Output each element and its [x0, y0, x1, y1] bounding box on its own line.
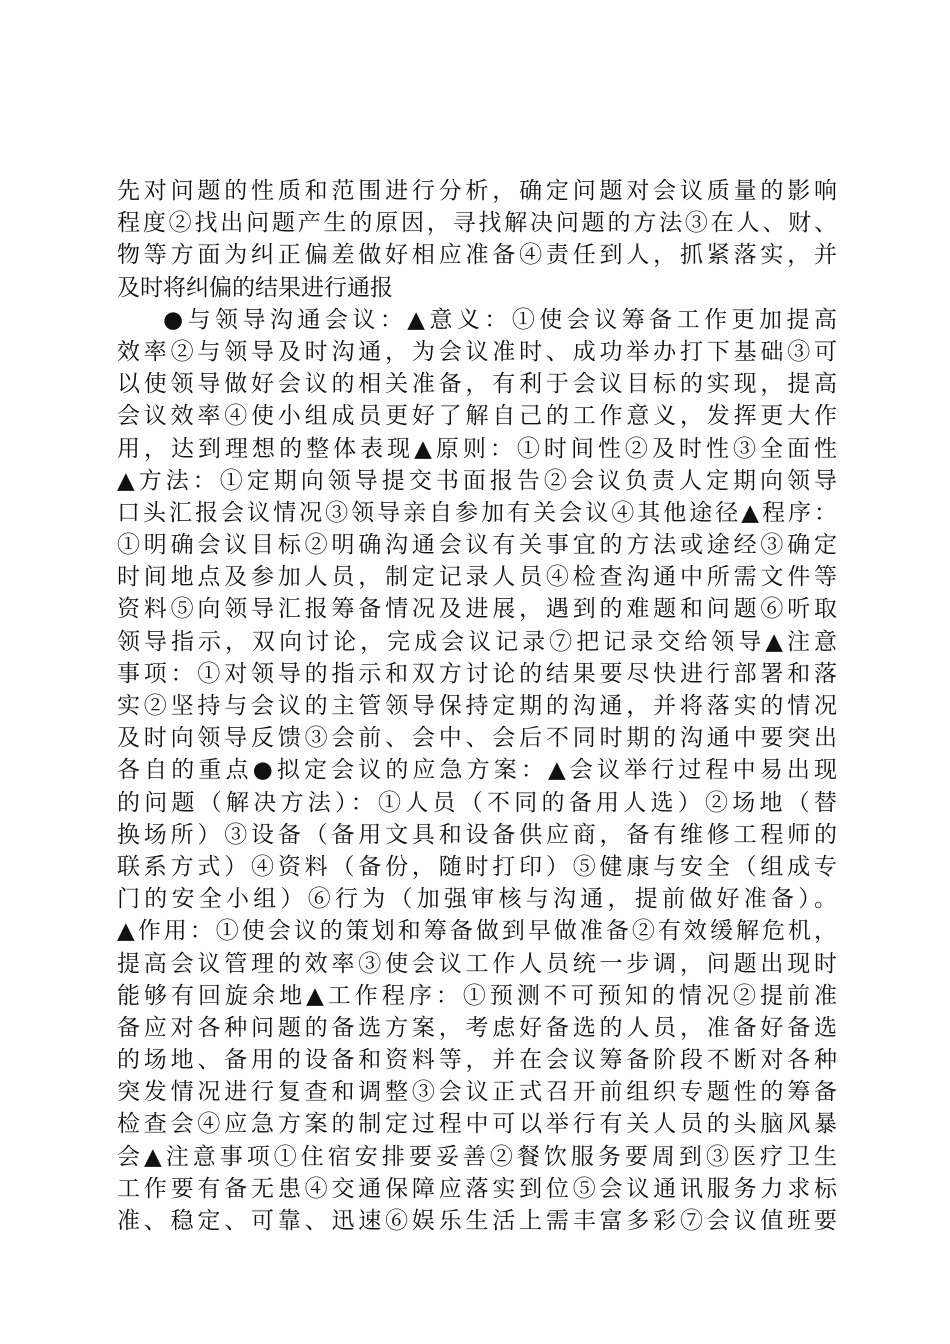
- text-line: 准、稳定、可靠、迅速⑥娱乐生活上需丰富多彩⑦会议值班要: [117, 1208, 837, 1234]
- text-line: 各自的重点●拟定会议的应急方案：▲会议举行过程中易出现: [117, 757, 837, 784]
- text-line: ●与领导沟通会议：▲意义：①使会议筹备工作更加提高: [163, 306, 837, 333]
- text-line: 突发情况进行复查和调整③会议正式召开前组织专题性的筹备: [117, 1079, 837, 1106]
- text-line: 用，达到理想的整体表现▲原则：①时间性②及时性③全面性: [117, 435, 837, 462]
- text-line: 领导指示，双向讨论，完成会议记录⑦把记录交给领导▲注意: [117, 628, 837, 655]
- text-line: 提高会议管理的效率③使会议工作人员统一步调，问题出现时: [117, 950, 837, 977]
- text-line: 及时向领导反馈③会前、会中、会后不同时期的沟通中要突出: [117, 725, 837, 752]
- text-line: 会议效率④使小组成员更好了解自己的工作意义，发挥更大作: [117, 403, 837, 430]
- text-line: ▲作用：①使会议的策划和筹备做到早做准备②有效缓解危机，: [117, 918, 837, 945]
- text-line: 会▲注意事项①住宿安排要妥善②餐饮服务要周到③医疗卫生: [117, 1143, 837, 1170]
- text-line: 检查会④应急方案的制定过程中可以举行有关人员的头脑风暴: [117, 1111, 837, 1138]
- text-line: 换场所）③设备（备用文具和设备供应商，备有维修工程师的: [117, 821, 837, 848]
- text-line: 程度②找出问题产生的原因，寻找解决问题的方法③在人、财、: [117, 210, 837, 237]
- text-line: 的场地、备用的设备和资料等，并在会议筹备阶段不断对各种: [117, 1047, 837, 1074]
- text-line: 以使领导做好会议的相关准备，有利于会议目标的实现，提高: [117, 371, 837, 398]
- text-line: 物等方面为纠正偏差做好相应准备④责任到人，抓紧落实，并: [117, 242, 837, 269]
- text-line: 联系方式）④资料（备份，随时打印）⑤健康与安全（组成专: [117, 853, 837, 880]
- text-line: 口头汇报会议情况③领导亲自参加有关会议④其他途径▲程序：: [117, 499, 837, 526]
- text-line: 门的安全小组）⑥行为（加强审核与沟通，提前做好准备）。: [117, 886, 837, 913]
- text-line: 先对问题的性质和范围进行分析，确定问题对会议质量的影响: [117, 178, 837, 204]
- text-line: 能够有回旋余地▲工作程序：①预测不可预知的情况②提前准: [117, 982, 837, 1009]
- text-line: 资料⑤向领导汇报筹备情况及进展，遇到的难题和问题⑥听取: [117, 596, 837, 623]
- text-line: 的问题（解决方法）：①人员（不同的备用人选）②场地（替: [117, 789, 837, 816]
- text-line: 事项：①对领导的指示和双方讨论的结果要尽快进行部署和落: [117, 660, 837, 687]
- text-line: 实②坚持与会议的主管领导保持定期的沟通，并将落实的情况: [117, 693, 837, 719]
- text-line: 备应对各种问题的备选方案，考虑好备选的人员，准备好备选: [117, 1014, 837, 1041]
- text-line: ▲方法：①定期向领导提交书面报告②会议负责人定期向领导: [117, 467, 837, 494]
- text-line: 及时将纠偏的结果进行通报: [117, 274, 393, 301]
- text-line: ①明确会议目标②明确沟通会议有关事宜的方法或途经③确定: [117, 532, 837, 559]
- body-text: [117, 175, 837, 1237]
- text-line: 时间地点及参加人员，制定记录人员④检查沟通中所需文件等: [117, 564, 837, 591]
- text-line: 工作要有备无患④交通保障应落实到位⑤会议通讯服务力求标: [117, 1175, 837, 1202]
- text-line: 效率②与领导及时沟通，为会议准时、成功举办打下基础③可: [117, 338, 837, 365]
